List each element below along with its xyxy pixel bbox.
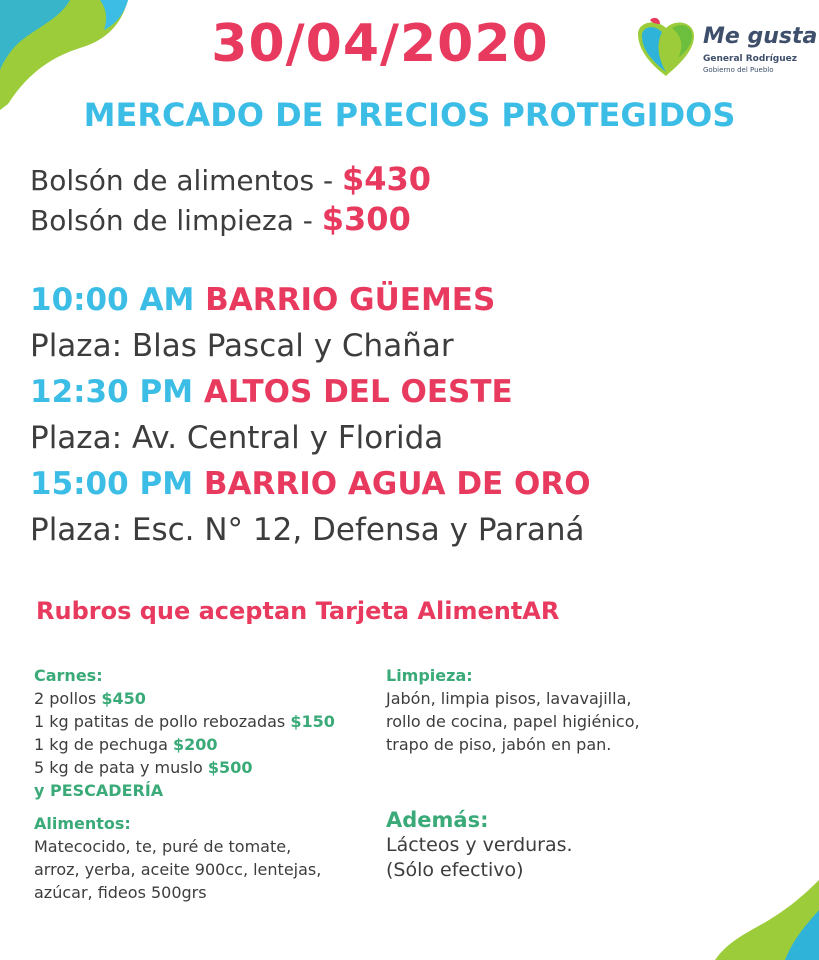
logo-subtitle: General Rodríguez (703, 54, 798, 64)
schedule-plaza: Plaza: Blas Pascal y Chañar (30, 328, 454, 364)
ademas-section (386, 808, 573, 883)
pescaderia-label: y PESCADERÍA (34, 781, 164, 800)
schedule-barrio: BARRIO AGUA DE ORO (203, 466, 591, 502)
list-item: azúcar, fideos 500grs (34, 883, 207, 902)
list-item: Matecocido, te, puré de tomate, (34, 837, 292, 856)
list-item: 2 pollos $450 (34, 689, 146, 708)
limpieza-heading: Limpieza: (386, 666, 473, 685)
carnes-heading: Carnes: (34, 666, 103, 685)
logo-title: Me gusta (703, 24, 818, 49)
schedule-time-line (30, 466, 591, 502)
date-heading: 30/04/2020 (211, 14, 549, 74)
rubros-title: Rubros que aceptan Tarjeta AlimentAR (36, 597, 560, 625)
carnes-section (34, 664, 335, 802)
list-item: (Sólo efectivo) (386, 859, 524, 881)
alimentos-section (34, 812, 321, 904)
schedule-barrio: BARRIO GÜEMES (205, 282, 496, 318)
list-item: 1 kg de pechuga $200 (34, 735, 218, 754)
list-item: 5 kg de pata y muslo $500 (34, 758, 253, 777)
bag-label: Bolsón de limpieza - (30, 204, 322, 237)
schedule-plaza: Plaza: Av. Central y Florida (30, 420, 444, 456)
market-title: MERCADO DE PRECIOS PROTEGIDOS (83, 96, 736, 134)
list-item: trapo de piso, jabón en pan. (386, 735, 612, 754)
alimentos-heading: Alimentos: (34, 814, 131, 833)
schedule-time-line (30, 282, 495, 318)
bag-price: $430 (341, 160, 432, 198)
bag-line-food (30, 160, 431, 198)
schedule-barrio: ALTOS DEL OESTE (203, 374, 513, 410)
schedule-time-line (30, 374, 513, 410)
corner-decoration-bottom-right (689, 880, 819, 960)
schedule-time: 15:00 PM (30, 466, 204, 502)
list-item: arroz, yerba, aceite 900cc, lentejas, (34, 860, 322, 879)
list-item: Jabón, limpia pisos, lavavajilla, (386, 689, 632, 708)
list-item: rollo de cocina, papel higiénico, (386, 712, 640, 731)
bag-price: $300 (321, 200, 411, 238)
schedule-time: 10:00 AM (30, 282, 206, 318)
bag-line-cleaning (30, 200, 411, 238)
list-item: 1 kg patitas de pollo rebozadas $150 (34, 712, 335, 731)
limpieza-section (386, 664, 640, 756)
schedule-plaza: Plaza: Esc. N° 12, Defensa y Paraná (30, 512, 585, 548)
logo-tagline: Gobierno del Pueblo (703, 66, 774, 74)
ademas-heading: Además: (386, 808, 489, 832)
list-item: Lácteos y verduras. (386, 834, 573, 856)
schedule-time: 12:30 PM (30, 374, 204, 410)
bag-label: Bolsón de alimentos - (30, 164, 342, 197)
